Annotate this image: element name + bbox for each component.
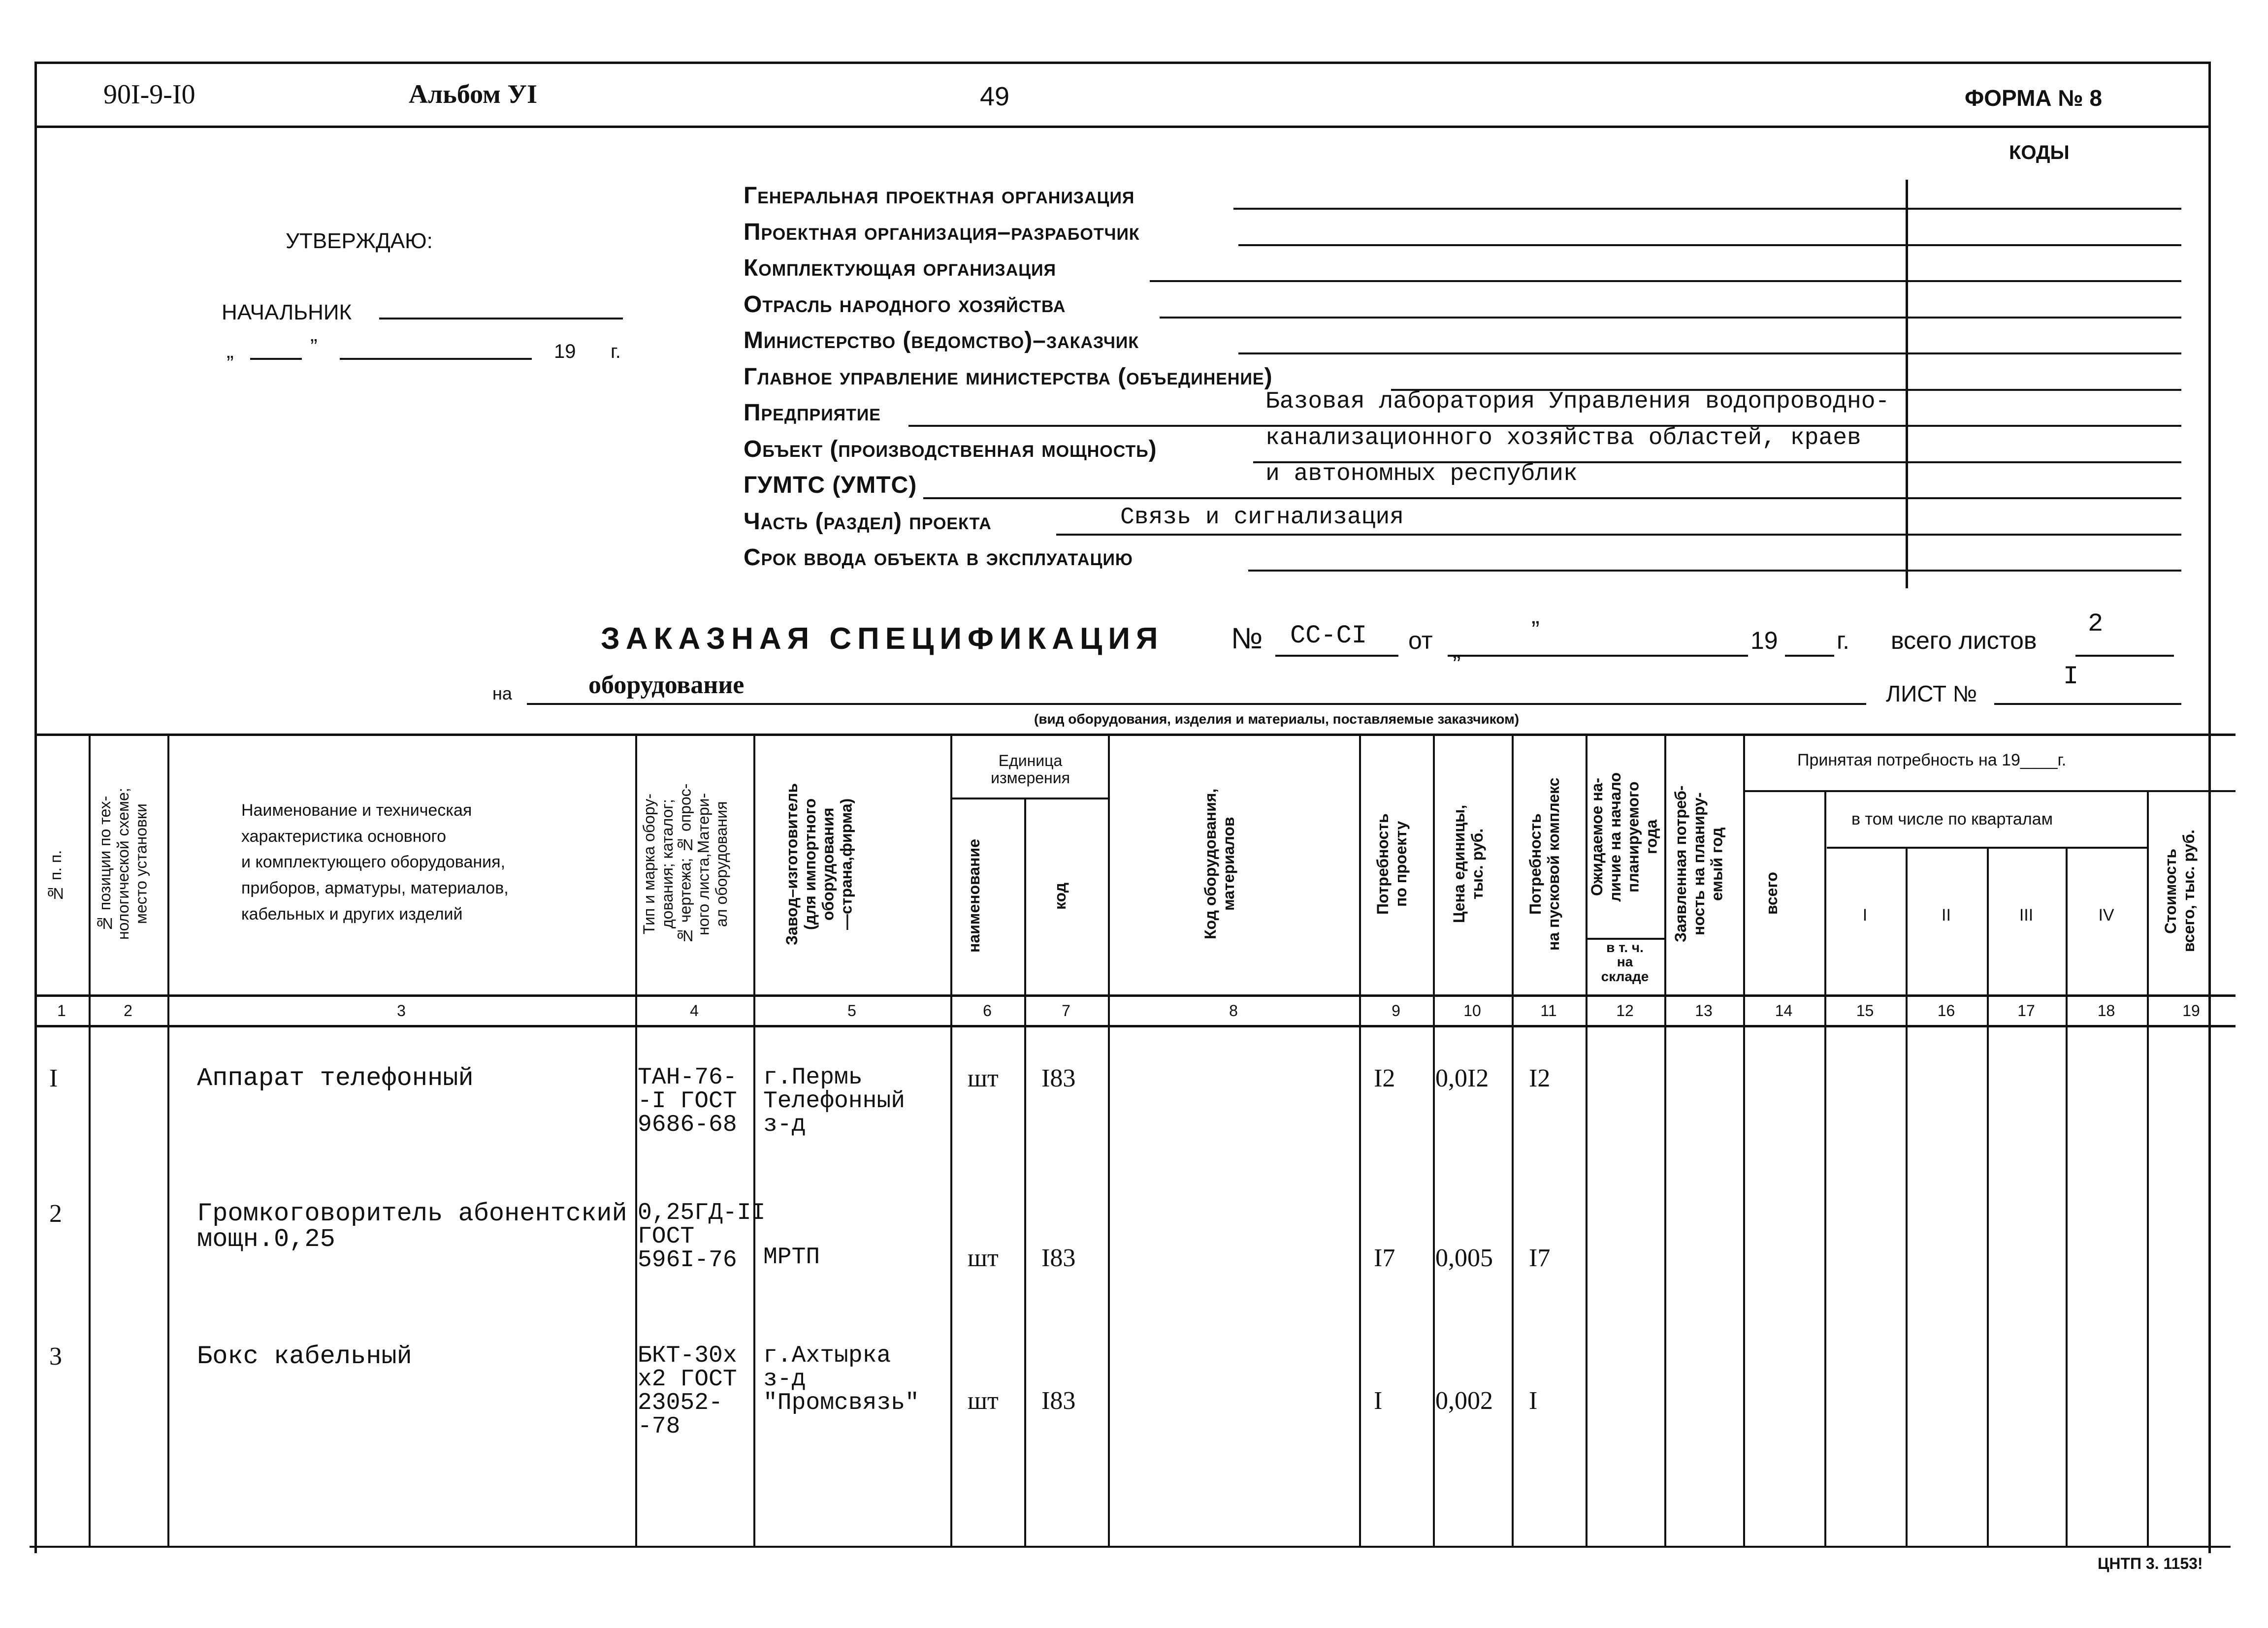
date-day-line bbox=[250, 358, 302, 360]
codes-label: КОДЫ bbox=[2009, 142, 2070, 163]
org-field-label: Срок ввода объекта в эксплуатацию bbox=[744, 544, 1133, 571]
header-q2: II bbox=[1942, 906, 1951, 925]
header-accepted: Принятая потребность на 19____г. bbox=[1797, 751, 2067, 769]
header-need: Потребность по проекту bbox=[1374, 813, 1410, 915]
approve-label: УТВЕРЖДАЮ: bbox=[286, 229, 433, 253]
equipment-caption: (вид оборудования, изделия и материалы, поставляемые заказчиком) bbox=[1034, 711, 1520, 727]
cell-n: I bbox=[49, 1064, 58, 1092]
header-quarters: в том числе по кварталам bbox=[1851, 810, 2053, 829]
column-line bbox=[1433, 734, 1435, 1546]
column-line bbox=[1024, 798, 1026, 1546]
cell-n: 2 bbox=[49, 1200, 62, 1228]
org-field-value: Связь и сигнализация bbox=[1120, 504, 1404, 531]
equipment-value: оборудование bbox=[588, 671, 745, 699]
org-field-line bbox=[1150, 280, 2181, 282]
header-total: всего bbox=[1763, 872, 1781, 915]
cell-unit: шт bbox=[968, 1064, 999, 1092]
header-position: № позиции по тех- нологической схеме; место установки bbox=[96, 788, 150, 940]
org-field-line bbox=[1056, 534, 2181, 536]
page-number: 49 bbox=[980, 82, 1010, 111]
on-label: на bbox=[492, 683, 512, 703]
form-label: ФОРМА № 8 bbox=[1965, 85, 2103, 111]
column-number: 11 bbox=[1540, 1002, 1557, 1020]
org-field-label: Объект (производственная мощность) bbox=[744, 436, 1157, 462]
header-price: Цена единицы, тыс. руб. bbox=[1450, 804, 1486, 924]
org-field-label: Отрасль народного хозяйства bbox=[744, 291, 1066, 318]
column-line bbox=[2147, 790, 2149, 1546]
cell-need: I7 bbox=[1374, 1244, 1395, 1272]
spec-number-line bbox=[1275, 655, 1398, 657]
column-number: 18 bbox=[2097, 1002, 2115, 1020]
cell-price: 0,002 bbox=[1435, 1387, 1493, 1415]
cell-type: ТАН-76- -I ГОСТ 9686-68 bbox=[638, 1064, 737, 1138]
table-bottom-line bbox=[30, 1546, 2231, 1548]
sheet-label: ЛИСТ № bbox=[1886, 681, 1977, 706]
cell-name: Бокс кабельный bbox=[197, 1342, 412, 1371]
column-line bbox=[1664, 734, 1666, 1546]
column-number: 6 bbox=[983, 1002, 992, 1020]
cell-code: I83 bbox=[1041, 1387, 1076, 1415]
sheet-number-line bbox=[1994, 703, 2181, 705]
spec-from-label: от bbox=[1408, 627, 1433, 654]
org-field-line bbox=[1238, 352, 2181, 354]
column-number: 2 bbox=[124, 1002, 132, 1020]
cell-maker: МРТП bbox=[763, 1244, 820, 1271]
header-unit-code: код bbox=[1051, 882, 1069, 910]
spec-number: СС-СI bbox=[1290, 621, 1367, 650]
cell-launch: I bbox=[1529, 1387, 1538, 1415]
spec-quote-mark: ” bbox=[1531, 616, 1540, 643]
column-number: 19 bbox=[2182, 1002, 2200, 1020]
org-field-label: ГУМТС (УМТС) bbox=[744, 472, 917, 498]
year-prefix: 19 bbox=[554, 341, 576, 362]
org-field-value: Базовая лаборатория Управления водопроводно- bbox=[1265, 388, 1890, 415]
column-line bbox=[1743, 734, 1745, 1546]
column-number: 10 bbox=[1463, 1002, 1481, 1020]
header-q3: III bbox=[2019, 906, 2034, 925]
header-in-stock: в т. ч. на складе bbox=[1601, 940, 1649, 984]
org-field-line bbox=[1238, 244, 2181, 246]
column-number: 8 bbox=[1229, 1002, 1238, 1020]
cell-name: Громкоговоритель абонентский мощн.0,25 bbox=[197, 1199, 627, 1254]
spec-quote-mark-2: ” bbox=[1453, 650, 1461, 678]
org-field-label: Министерство (ведомство)–заказчик bbox=[744, 327, 1139, 353]
org-field-line bbox=[1160, 317, 2181, 319]
column-line bbox=[1987, 847, 1989, 1546]
cell-unit: шт bbox=[968, 1387, 999, 1415]
org-field-label: Часть (раздел) проекта bbox=[744, 508, 992, 535]
header-unit-group: Единица измерения bbox=[991, 752, 1070, 787]
column-number: 4 bbox=[690, 1002, 699, 1020]
column-number: 17 bbox=[2017, 1002, 2035, 1020]
cell-need: I2 bbox=[1374, 1064, 1395, 1092]
total-sheets-value: 2 bbox=[2088, 609, 2104, 638]
header-unit-name: наименование bbox=[965, 839, 983, 953]
org-field-value: канализационного хозяйства областей, краев bbox=[1265, 424, 1861, 451]
header-cost: Стоимость всего, тыс. руб. bbox=[2162, 830, 2198, 953]
header-divider bbox=[34, 126, 2208, 128]
org-field-label: Проектная организация–разработчик bbox=[744, 219, 1140, 245]
column-number: 14 bbox=[1775, 1002, 1793, 1020]
album-label: Альбом УI bbox=[409, 79, 538, 109]
year-suffix: г. bbox=[611, 341, 621, 362]
column-number: 16 bbox=[1937, 1002, 1955, 1020]
org-field-label: Генеральная проектная организация bbox=[744, 183, 1135, 209]
footer-stamp: ЦНТП 3. 1153! bbox=[2098, 1555, 2203, 1572]
cell-maker: г.Ахтырка з-д "Промсвязь" bbox=[763, 1342, 919, 1416]
accepted-subheader-line bbox=[1743, 790, 2236, 792]
unit-subheader-line bbox=[950, 798, 1108, 799]
cell-need: I bbox=[1374, 1387, 1383, 1415]
column-number: 9 bbox=[1392, 1002, 1400, 1020]
header-q4: IV bbox=[2098, 906, 2114, 925]
total-sheets-line bbox=[2075, 655, 2174, 657]
header-declared: Заявленная потреб- ность на планиру- емый год bbox=[1672, 785, 1726, 943]
total-sheets-label: всего листов bbox=[1891, 627, 2037, 654]
column-number: 3 bbox=[397, 1002, 406, 1020]
chief-label: НАЧАЛЬНИК bbox=[222, 300, 352, 324]
header-type: Тип и марка обору- дования; каталог; № чертежа; № опрос- ного листа,Матери- ал оборудования bbox=[640, 783, 731, 945]
org-field-line bbox=[1248, 570, 2181, 572]
column-line bbox=[1359, 734, 1361, 1546]
date-quote-open: „ bbox=[227, 339, 234, 363]
chief-signature-line bbox=[379, 318, 623, 319]
cell-code: I83 bbox=[1041, 1064, 1076, 1092]
codes-column-line bbox=[1906, 180, 1908, 588]
quarter-subheader-line bbox=[1827, 847, 2147, 849]
cell-n: 3 bbox=[49, 1342, 62, 1371]
spec-g-label: г. bbox=[1837, 627, 1850, 654]
spec-year-line bbox=[1785, 655, 1834, 657]
date-month-line bbox=[340, 358, 532, 360]
column-line bbox=[89, 734, 91, 1546]
column-number: 5 bbox=[847, 1002, 856, 1020]
cell-type: 0,25ГД-II ГОСТ 596I-76 bbox=[638, 1200, 766, 1274]
column-line bbox=[950, 734, 952, 1546]
spec-date-line bbox=[1448, 655, 1748, 657]
org-field-label: Комплектующая организация bbox=[744, 255, 1056, 281]
cell-launch: I7 bbox=[1529, 1244, 1551, 1272]
column-number: 12 bbox=[1616, 1002, 1634, 1020]
equipment-line bbox=[527, 703, 1866, 705]
column-line bbox=[753, 734, 755, 1546]
column-number: 13 bbox=[1695, 1002, 1713, 1020]
cell-maker: г.Пермь Телефонный з-д bbox=[763, 1064, 906, 1138]
org-field-label: Предприятие bbox=[744, 400, 881, 426]
header-name: Наименование и техническая характеристика основного и комплектующего оборудования, приборов, арматуры, материалов, кабельных и других изделий bbox=[241, 801, 509, 924]
cell-type: БКТ-30х х2 ГОСТ 23052- -78 bbox=[638, 1342, 737, 1440]
cell-price: 0,005 bbox=[1435, 1244, 1493, 1272]
cell-price: 0,0I2 bbox=[1435, 1064, 1489, 1092]
header-row-number: № п. п. bbox=[47, 850, 65, 903]
column-number: 7 bbox=[1062, 1002, 1070, 1020]
column-line bbox=[1586, 734, 1588, 1546]
header-maker: Завод–изготовитель (для импортного оборудования —страна,фирма) bbox=[783, 783, 855, 945]
org-field-line bbox=[1233, 208, 2181, 210]
header-launch-need: Потребность на пусковой комплекс bbox=[1526, 777, 1562, 951]
header-expected: Ожидаемое на- личие на начало планируемого года bbox=[1588, 772, 1660, 902]
spec-year-label: 19 bbox=[1750, 627, 1778, 654]
org-field-value: и автономных республик bbox=[1265, 461, 1578, 487]
spec-title: ЗАКАЗНАЯ СПЕЦИФИКАЦИЯ bbox=[601, 622, 1164, 656]
sheet-number-value: I bbox=[2063, 662, 2079, 691]
column-line bbox=[1824, 790, 1826, 1546]
cell-unit: шт bbox=[968, 1244, 999, 1272]
column-number: 15 bbox=[1856, 1002, 1874, 1020]
cell-launch: I2 bbox=[1529, 1064, 1551, 1092]
table-top-line bbox=[34, 734, 2236, 736]
header-equipment-code: Код оборудования, материалов bbox=[1201, 788, 1237, 940]
cell-name: Аппарат телефонный bbox=[197, 1064, 474, 1093]
column-line bbox=[1906, 847, 1908, 1546]
org-field-line bbox=[923, 497, 2181, 499]
column-line bbox=[635, 734, 637, 1546]
date-quote-close: ” bbox=[310, 335, 318, 359]
org-field-label: Главное управление министерства (объединение) bbox=[744, 363, 1273, 390]
column-number: 1 bbox=[57, 1002, 66, 1020]
column-line bbox=[2066, 847, 2068, 1546]
doc-code: 90I-9-I0 bbox=[103, 79, 195, 110]
column-line bbox=[1108, 734, 1110, 1546]
cell-code: I83 bbox=[1041, 1244, 1076, 1272]
header-q1: I bbox=[1862, 906, 1868, 925]
column-line bbox=[1512, 734, 1514, 1546]
spec-number-label: № bbox=[1231, 622, 1263, 655]
